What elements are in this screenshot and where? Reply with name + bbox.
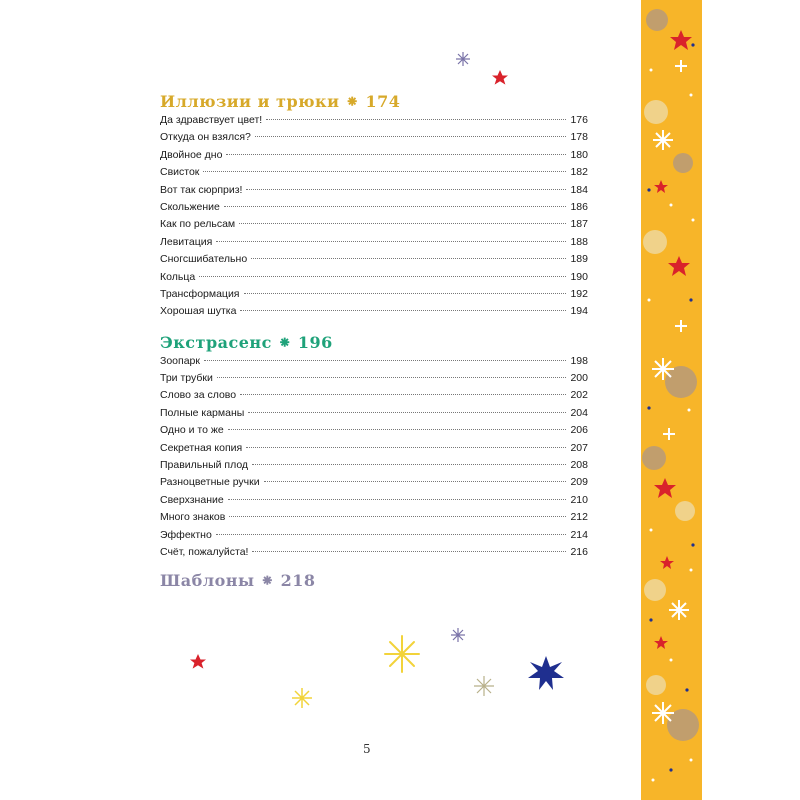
entry-title: Три трубки [160, 372, 213, 385]
section-title: Иллюзии и трюки ⁕ 174 [160, 92, 401, 111]
entry-title: Эффектно [160, 528, 212, 541]
sparkle-icon [385, 636, 419, 672]
entry-page: 189 [570, 253, 588, 266]
entry-title: Откуда он взялся? [160, 131, 251, 144]
entry-page: 176 [570, 114, 588, 126]
sparkle-icon [451, 628, 465, 642]
entry-title: Трансформация [160, 287, 240, 300]
band-pattern [641, 0, 702, 800]
entry-page: 206 [570, 424, 588, 437]
entry-page: 186 [570, 200, 588, 213]
section-title: Шаблоны ⁕ 218 [160, 571, 316, 591]
star-icon [528, 656, 564, 690]
entry-page: 194 [570, 305, 588, 318]
entry-page: 209 [570, 476, 588, 489]
entry-page: 208 [570, 459, 588, 472]
entry-title: Полные карманы [160, 406, 245, 419]
star-icon [190, 654, 206, 669]
entry-page: 192 [570, 287, 588, 300]
sparkle-icon [474, 676, 494, 696]
entry-title: Много знаков [160, 511, 226, 524]
entry-page: 188 [570, 235, 588, 248]
entry-page: 182 [570, 166, 588, 179]
star-icon [492, 70, 508, 85]
entry-page: 202 [570, 389, 588, 402]
entry-title: Одно и то же [160, 424, 224, 437]
entry-title: Двойное дно [160, 148, 223, 161]
entry-page: 190 [570, 270, 588, 283]
entry-page: 198 [570, 354, 588, 367]
entry-title: Вот так сюрприз! [160, 183, 243, 196]
entry-page: 184 [570, 183, 588, 196]
entry-title: Свисток [160, 166, 200, 179]
entry-page: 180 [570, 148, 588, 161]
sparkle-icon [292, 688, 312, 708]
entry-title: Правильный плод [160, 459, 249, 472]
entry-title: Кольца [160, 270, 196, 283]
entry-title: Сверхзнание [160, 493, 224, 506]
entry-title: Слово за слово [160, 389, 237, 402]
entry-page: 200 [570, 372, 588, 385]
entry-title: Счёт, пожалуйста! [160, 545, 249, 558]
entry-title: Да здравствует цвет! [160, 114, 263, 126]
section-title: Экстрасенс ⁕ 196 [160, 332, 333, 352]
entry-page: 187 [570, 218, 588, 231]
entry-title: Зоопарк [160, 354, 200, 367]
entry-title: Левитация [160, 235, 213, 248]
entry-page: 204 [570, 406, 588, 419]
entry-title: Секретная копия [160, 441, 243, 454]
glitter-circle-icon [642, 9, 699, 741]
entry-title: Разноцветные ручки [160, 476, 260, 489]
decorative-band [641, 0, 702, 800]
entry-page: 178 [570, 131, 588, 144]
entry-page: 207 [570, 441, 588, 454]
entry-title: Сногсшибательно [160, 253, 248, 266]
sparkle-dots [648, 69, 695, 782]
page-number: 5 [363, 742, 371, 756]
entry-page: 214 [570, 528, 588, 541]
sparkle-icon [456, 52, 470, 66]
entry-page: 212 [570, 511, 588, 524]
entry-title: Скольжение [160, 200, 220, 213]
entry-page: 216 [570, 545, 588, 558]
entry-title: Как по рельсам [160, 218, 236, 231]
entry-page: 210 [570, 493, 588, 506]
blue-dots [647, 43, 694, 771]
entry-title: Хорошая шутка [160, 305, 237, 318]
